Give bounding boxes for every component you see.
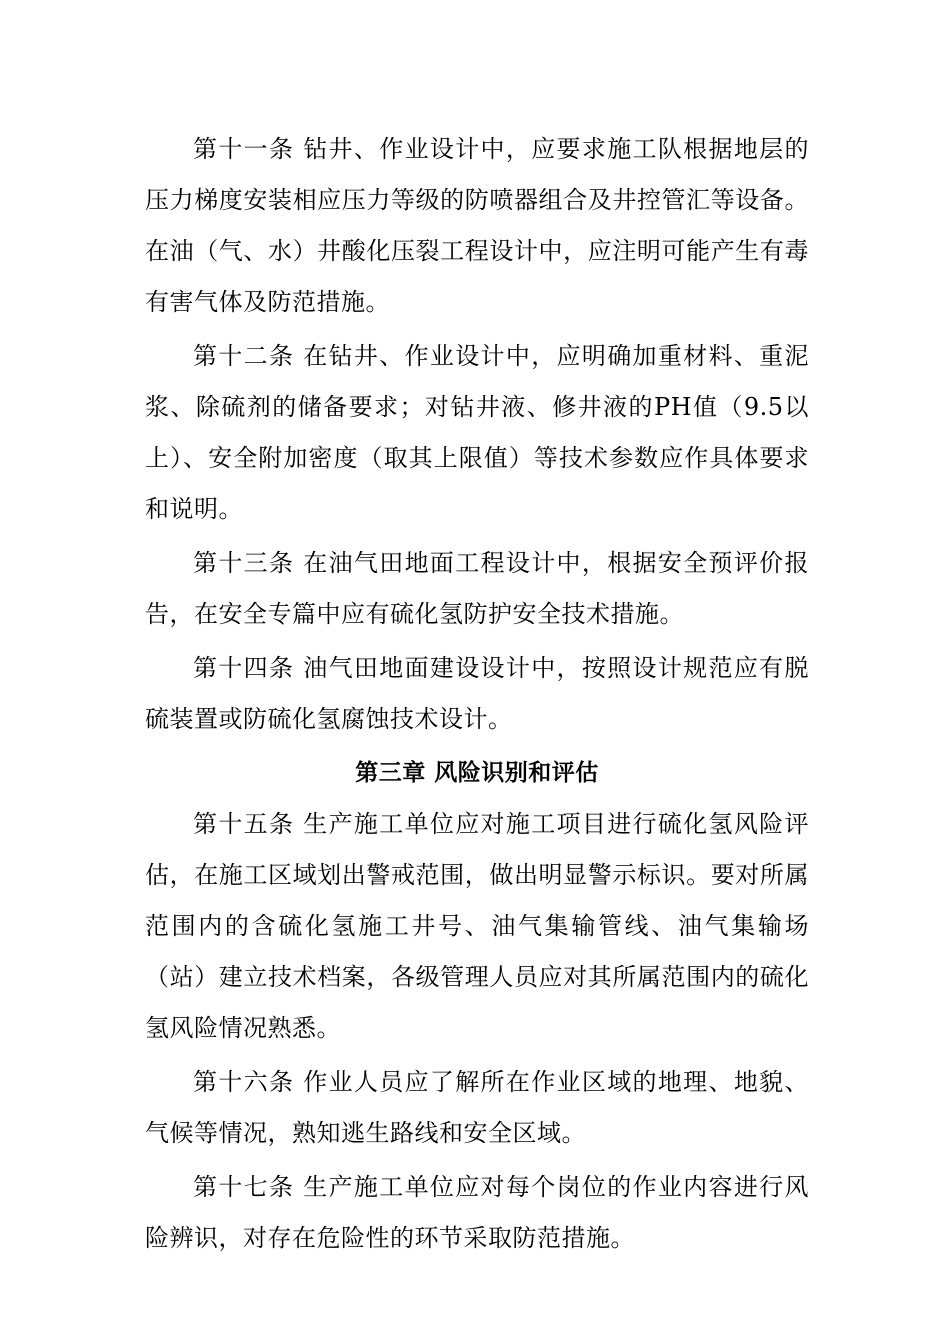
- article-11: 第十一条 钻井、作业设计中，应要求施工队根据地层的压力梯度安装相应压力等级的防喷器组合及井控管汇等设备。在油（气、水）井酸化压裂工程设计中，应注明可能产生有毒有害气体及防范措施。: [145, 135, 809, 316]
- chapter-heading: 第三章 风险识别和评估: [355, 760, 599, 786]
- article-16: 第十六条 作业人员应了解所在作业区域的地理、地貌、气候等情况，熟知逃生路线和安全区域。: [145, 1068, 809, 1147]
- article-13: 第十三条 在油气田地面工程设计中，根据安全预评价报告，在安全专篇中应有硫化氢防护安全技术措施。: [145, 549, 809, 628]
- article-14: 第十四条 油气田地面建设设计中，按照设计规范应有脱硫装置或防硫化氢腐蚀技术设计。: [145, 654, 809, 733]
- article-17: 第十七条 生产施工单位应对每个岗位的作业内容进行风险辨识，对存在危险性的环节采取防范措施。: [145, 1173, 809, 1252]
- document-page: [145, 124, 809, 1267]
- article-15: 第十五条 生产施工单位应对施工项目进行硫化氢风险评估，在施工区域划出警戒范围，做出明显警示标识。要对所属范围内的含硫化氢施工井号、油气集输管线、油气集输场（站）建立技术档案，各级管理人员应对其所属范围内的硫化氢风险情况熟悉。: [145, 810, 809, 1042]
- article-12: 第十二条 在钻井、作业设计中，应明确加重材料、重泥浆、除硫剂的储备要求；对钻井液、修井液的PH值（9.5以上）、安全附加密度（取其上限值）等技术参数应作具体要求和说明。: [145, 342, 809, 523]
